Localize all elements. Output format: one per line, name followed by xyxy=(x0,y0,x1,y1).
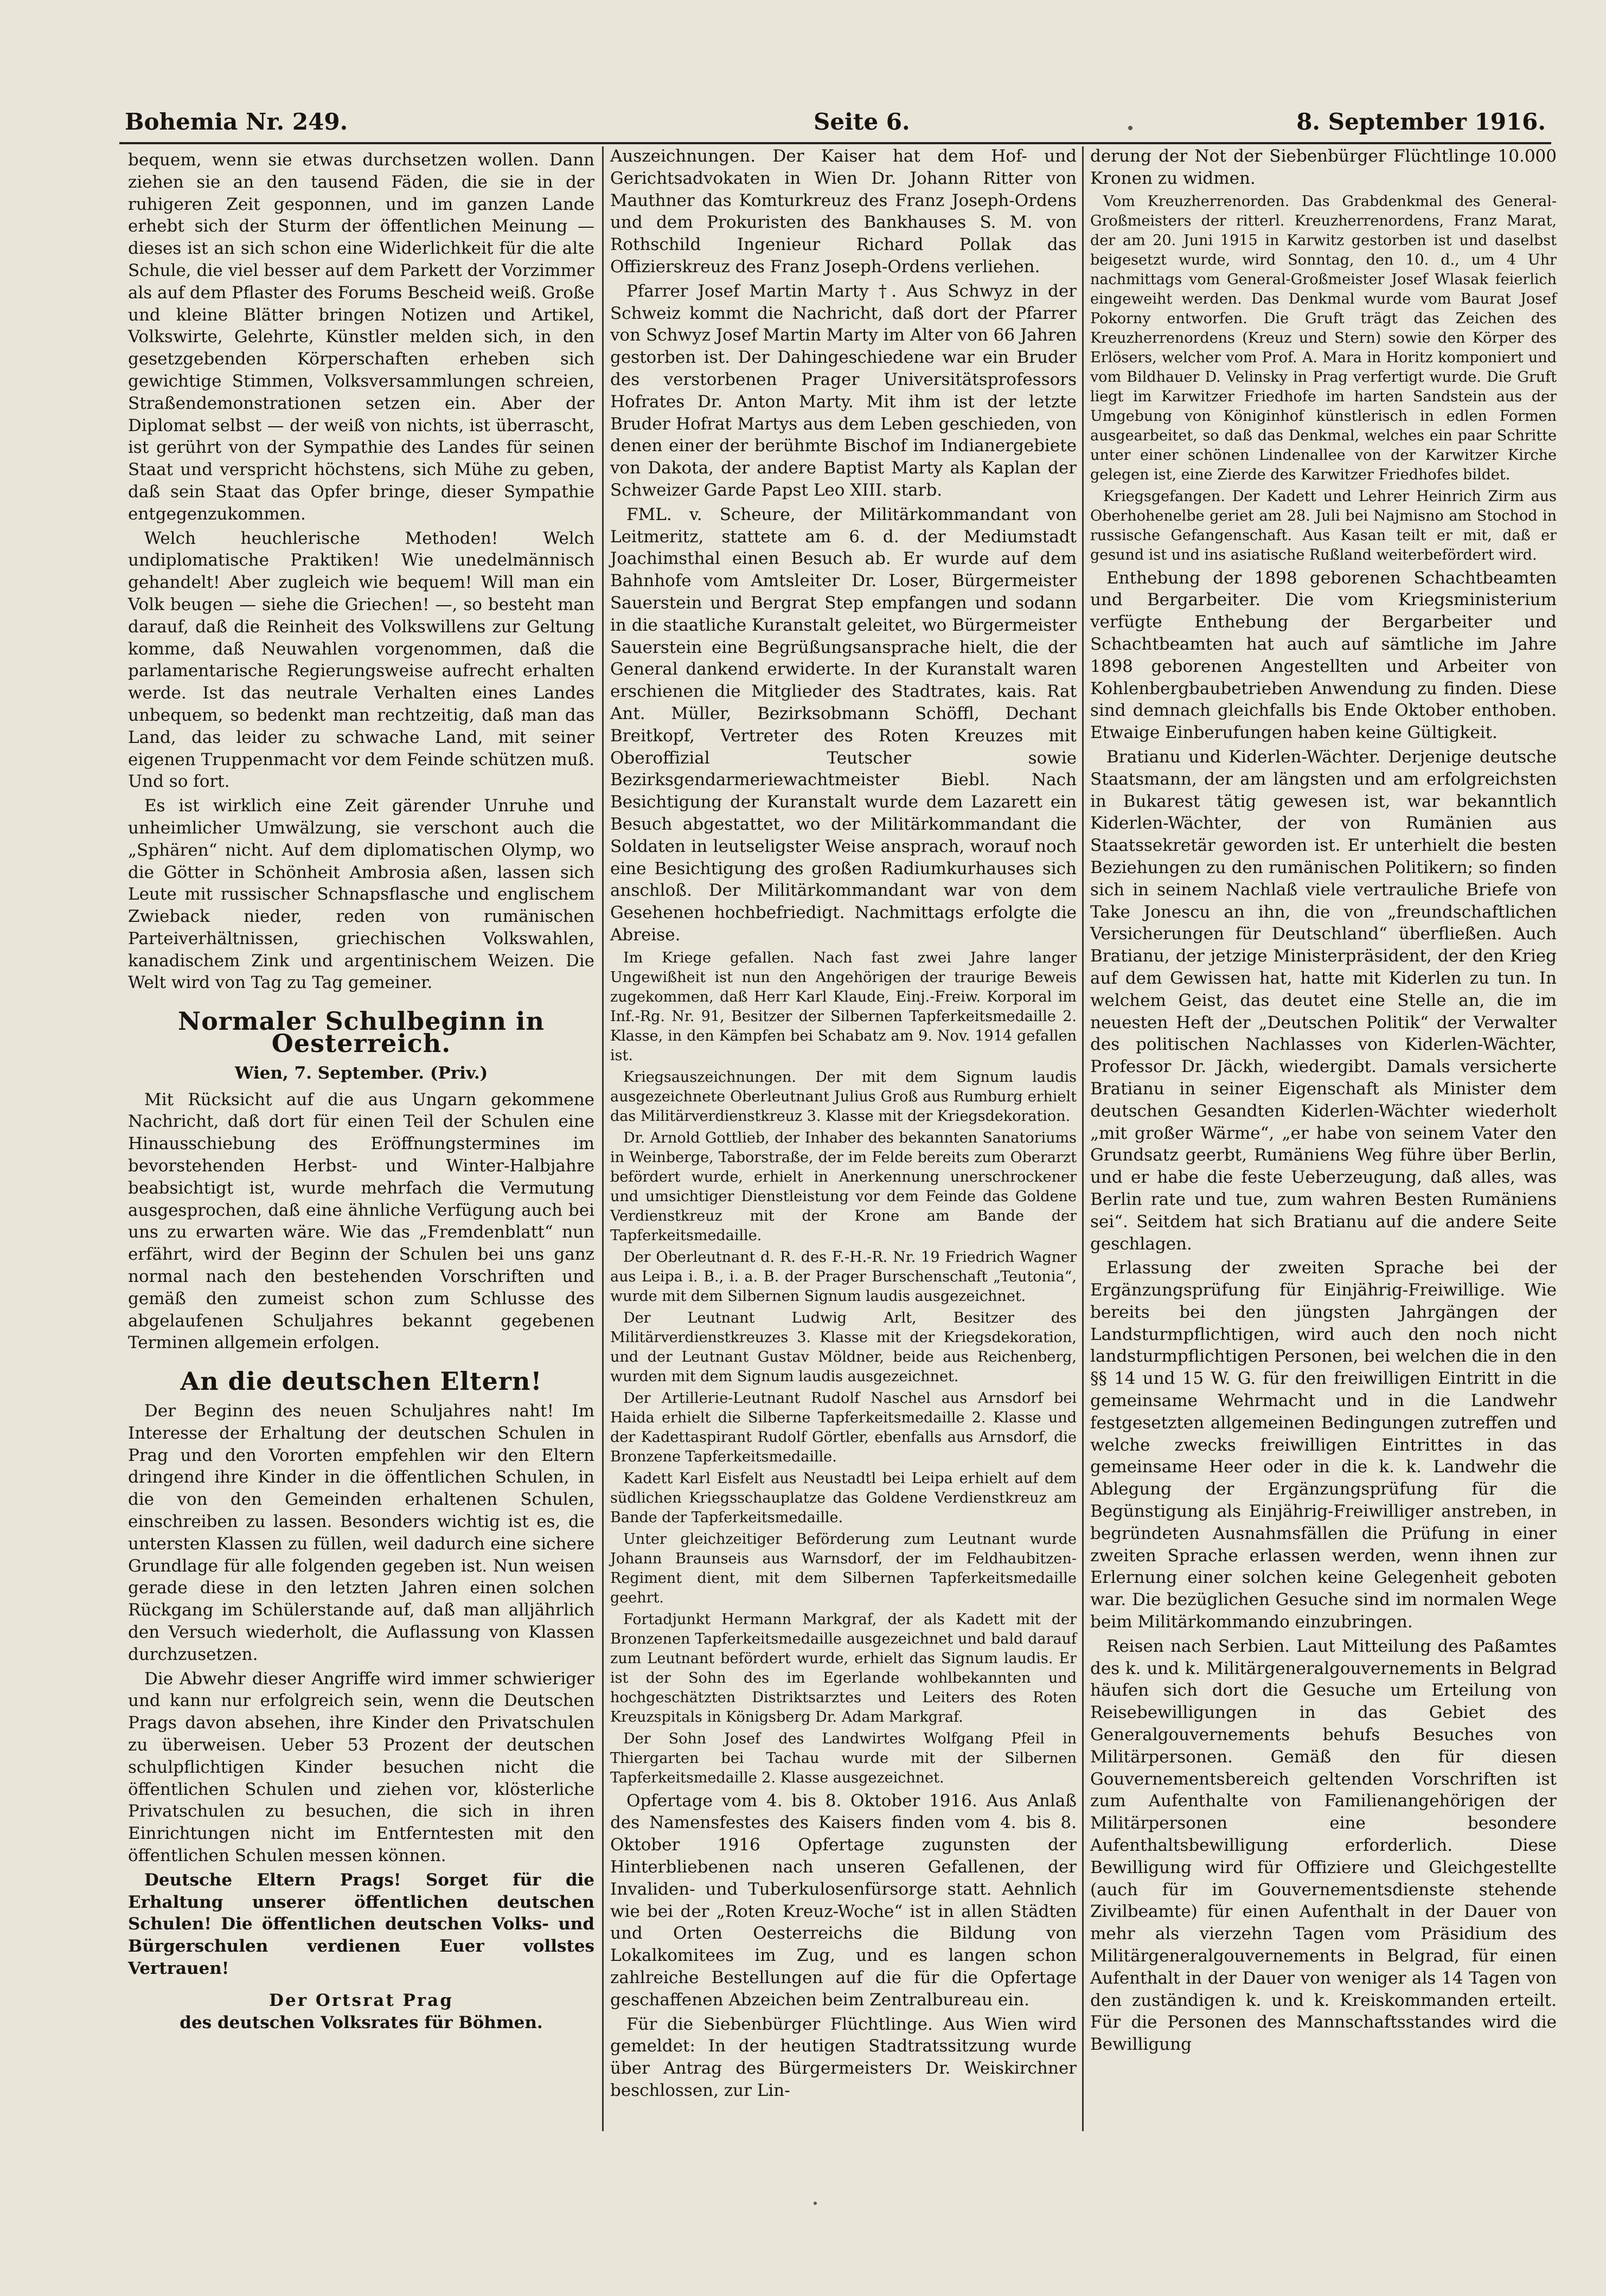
article-opfertage: Opfertage vom 4. bis 8. Oktober 1916. Aus Anlaß des Namensfestes des Kaisers finden vom 4. bis 8. Oktober 1916 Opfertage zugunsten der Hinterbliebenen nach unseren Gefallenen, der Invaliden- und Tuberkulosenfürsorge statt. Aehnlich wie bei der „Roten Kreuz-Woche“ ist in allen Städten und Orten Oesterreichs die Bildung von Lokalkomitees im Zug, und es langen schon zahlreiche Bestellungen auf die für die Opfertage geschaffenen Abzeichen beim Zentralbureau ein. xyxy=(610,1791,1077,2010)
col1-paragraph: Mit Rücksicht auf die aus Ungarn gekommene Nachricht, daß dort für einen Teil der Schulen eine Hinausschiebung des Eröffnungstermines im bevorstehenden Herbst- und Winter-Halbjahre beabsichtigt ist, wurde mehrfach die Vermutung ausgesprochen, daß eine ähnliche Verfügung auch bei uns zu erwarten wäre. Wie das „Fremdenblatt“ nun erfährt, wird der Beginn der Schulen bei uns ganz normal nach den bestehenden Vorschriften und gemäß den zumeist schon zum Schlusse des abgelaufenen Schuljahres bekannt gegebenen Terminen allgemein erfolgen. xyxy=(128,1089,594,1353)
article-continuation: derung der Not der Siebenbürger Flüchtlinge 10.000 Kronen zu widmen. xyxy=(1090,146,1557,188)
article-kriegsauszeichnungen: Kriegsauszeichnungen. Der mit dem Signum laudis ausgezeichnete Oberleutnant Julius Groß aus Rumburg erhielt das Militärverdienstkreuz 3. Klasse mit der Kriegsdekoration. xyxy=(610,1068,1077,1125)
column-3 xyxy=(1090,145,1557,2058)
header-issue: Bohemia Nr. 249. xyxy=(125,108,348,135)
article-enthebung: Enthebung der 1898 geborenen Schachtbeamten und Bergarbeiter. Die vom Kriegsministerium verfügte Enthebung der Bergarbeiter und Schachtbeamten hat auch auf sämtliche im Jahre 1898 geborenen Angestellten und Arbeiter von Kohlenbergbaubetrieben Anwendung zu finden. Diese sind demnach gleichfalls bis Ende Oktober enthoben. Etwaige Einberufungen haben keine Gültigkeit. xyxy=(1090,568,1557,743)
notice: Der Artillerie-Leutnant Rudolf Naschel aus Arnsdorf bei Haida erhielt die Silberne Tapferkeitsmedaille 2. Klasse und der Kadettaspirant Rudolf Görtler, ebenfalls aus Arnsdorf, die Bronzene Tapferkeitsmedaille. xyxy=(610,1389,1077,1465)
ink-speck xyxy=(1128,126,1132,130)
col1-paragraph: Die Abwehr dieser Angriffe wird immer schwieriger und kann nur erfolgreich sein, wenn die Deutschen Prags davon absehen, ihre Kinder den Privatschulen zu überweisen. Ueber 53 Prozent der deutschen schulpflichtigen Kinder besuchen nicht die öffentlichen Schulen und ziehen vor, klösterliche Privatschulen zu besuchen, die sich in ihren Einrichtungen nicht im Entferntesten mit den öffentlichen Schulen messen können. xyxy=(128,1669,594,1865)
header-page-number: Seite 6. xyxy=(814,108,910,135)
col1-paragraph: Welch heuchlerische Methoden! Welch undiplomatische Praktiken! Wie unedelmännisch gehandelt! Aber zugleich wie bequem! Will man ein Volk beugen — siehe die Griechen! —, so besteht man darauf, daß die Reinheit des Volkswillens zur Geltung komme, daß Neuwahlen vorgenommen, daß die parlamentarische Regierungsweise aufrecht erhalten werde. Ist das neutrale Verhalten eines Landes unbequem, so bedenkt man rechtzeitig, daß man das Land, das leider zu schwache Land, mit seiner eigenen Truppenmacht vor dem Feinde schützen muß. Und so fort. xyxy=(128,528,595,792)
small-print-block xyxy=(1090,192,1557,565)
article-sprache: Erlassung der zweiten Sprache bei der Ergänzungsprüfung für Einjährig-Freiwillige. Wie bereits bei den jüngsten Jahrgängen der Landsturmpflichtigen, wird auch den noch nicht landsturmpflichtigen Personen, bei welchen die in den §§ 14 und 15 W. G. für den freiwilligen Eintritt in die gemeinsame Wehrmacht und in die Landwehr festgesetzten allgemeinen Bedingungen zutreffen und welche zwecks freiwilligen Eintrittes in das gemeinsame Heer oder in die k. k. Landwehr die Ablegung der Ergänzungsprüfung für die Begünstigung als Einjährig-Freiwilliger anstreben, in begründeten Ausnahmsfällen die Prüfung in einer zweiten Sprache erlassen werden, wenn ihnen zur Erlernung einer solchen keine Gelegenheit geboten war. Die bezüglichen Gesuche sind im normalen Wege beim Militärkommando einzubringen. xyxy=(1090,1258,1557,1632)
col1-appeal: Deutsche Eltern Prags! Sorget für die Erhaltung unserer öffentlichen deutschen Schulen! Die öffentlichen deutschen Volks- und Bürgerschulen verdienen Euer vollstes Vertrauen! xyxy=(128,1870,594,1978)
article-kriegsgefangen: Kriegsgefangen. Der Kadett und Lehrer Heinrich Zirm aus Oberhohenelbe geriet am 28. Juli bei Najmisno am Stochod in russische Gefangenschaft. Aus Kasan teilt er mit, daß er gesund ist und ins asiatische Rußland weiterbefördert wird. xyxy=(1090,488,1557,563)
col1-paragraph: Es ist wirklich eine Zeit gärender Unruhe und unheimlicher Umwälzung, sie verschont auch die „Sphären“ nicht. Auf dem diplomatischen Olymp, wo die Götter in Schönheit Ambrosia aßen, lassen sich Leute mit russischer Schnapsflasche und englischem Zwieback nieder, reden von rumänischen Parteiverhältnissen, griechischen Volkswahlen, kanadischem Zink und argentinischem Weizen. Die Welt wird von Tag zu Tag gemeiner. xyxy=(128,796,594,993)
article-scheure: FML. v. Scheure, der Militärkommandant von Leitmeritz, stattete am 6. d. der Mediumstadt Joachimsthal einen Besuch ab. Er wurde auf dem Bahnhofe vom Amtsleiter Dr. Loser, Bürgermeister Sauerstein und Bergrat Step empfangen und sodann in die staatliche Kuranstalt geleitet, wo Bürgermeister Sauerstein eine Begrüßungsansprache hielt, die der General dankend erwiderte. In der Kuranstalt waren erschienen die Mitglieder des Stadtrates, kais. Rat Ant. Müller, Bezirksobmann Schöffl, Dechant Breitkopf, Vertreter des Roten Kreuzes mit Oberoffizial Teutscher sowie Bezirksgendarmeriewachtmeister Biebl. Nach Besichtigung der Kuranstalt wurde dem Lazarett ein Besuch abgestattet, wo der Militärkommandant die Soldaten in leutseligster Weise ansprach, worauf noch eine Besichtigung des großen Radiumkurhauses sich anschloß. Der Militärkommandant war von dem Gesehenen hochbefriedigt. Nachmittags erfolgte die Abreise. xyxy=(610,504,1077,945)
notice: Unter gleichzeitiger Beförderung zum Leutnant wurde Johann Braunseis aus Warnsdorf, der im Feldhaubitzen-Regiment dient, mit dem Silbernen Tapferkeitsmedaille geehrt. xyxy=(610,1530,1077,1606)
col1-paragraph: Der Beginn des neuen Schuljahres naht! Im Interesse der Erhaltung der deutschen Schulen in Prag und den Vororten empfehlen wir den Eltern dringend ihre Kinder in die öffentlichen Schulen, in die von den Gemeinden erhaltenen Schulen, einschreiben zu lassen. Besonders wichtig ist es, die untersten Klassen zu füllen, weil dadurch eine sichere Grundlage für alle folgenden gegeben ist. Nun weisen gerade diese in den letzten Jahren einen solchen Rückgang im Schülerstande auf, daß man alljährlich den Versuch wiederholt, die Auflassung von Klassen durchzusetzen. xyxy=(128,1401,594,1664)
notice: Fortadjunkt Hermann Markgraf, der als Kadett mit der Bronzenen Tapferkeitsmedaille ausgezeichnet und bald darauf zum Leutnant befördert wurde, erhielt das Signum laudis. Er ist der Sohn des im Egerlande wohlbekannten und hochgeschätzten Distriktsarztes und Leiters des Roten Kreuzspitals in Königsberg Dr. Adam Markgraf. xyxy=(610,1611,1077,1726)
notice: Der Leutnant Ludwig Arlt, Besitzer des Militärverdienstkreuzes 3. Klasse mit der Kriegsdekoration, und der Leutnant Gustav Möldner, beide aus Reichenberg, wurden mit dem Signum laudis ausgezeichnet. xyxy=(610,1309,1077,1385)
article-bratianu: Bratianu und Kiderlen-Wächter. Derjenige deutsche Staatsmann, der am längsten und am erfolgreichsten in Bukarest tätig gewesen ist, war bekanntlich Kiderlen-Wächter, der von Rumänien aus Staatssekretär geworden ist. Er unterhielt die besten Beziehungen zu den rumänischen Politikern; so finden sich in seinem Nachlaß viele vertrauliche Briefe von Take Jonescu an ihn, die von „freundschaftlichen Versicherungen für Deutschland“ überfließen. Auch Bratianu, der jetzige Ministerpräsident, der den Krieg auf dem Gewissen hat, hatte mit Kiderlen zu tun. In welchem Geist, das deutet eine Stelle an, die im neuesten Heft der „Deutschen Politik“ der Verwalter des politischen Nachlasses von Kiderlen-Wächter, Professor Dr. Jäckh, wiedergibt. Damals versicherte Bratianu in seiner Eigenschaft als Minister dem deutschen Gesandten Kiderlen-Wächter wiederholt „mit großer Wärme“, „er habe von seinem Vater den Grundsatz geerbt, Rumäniens Weg führe über Berlin, und er habe die feste Ueberzeugung, daß alles, was Berlin rate und tue, zum wahren Besten Rumäniens sei“. Seitdem hat sich Bratianu auf die andere Seite geschlagen. xyxy=(1090,747,1557,1254)
column-rule-2 xyxy=(1082,146,1084,2131)
header-date: 8. September 1916. xyxy=(1296,108,1546,135)
notice: Kadett Karl Eisfelt aus Neustadtl bei Leipa erhielt auf dem südlichen Kriegsschauplatze das Goldene Verdienstkreuz am Bande der Tapferkeitsmedaille. xyxy=(610,1470,1077,1526)
small-print-block xyxy=(610,948,1077,1788)
column-rule-1 xyxy=(602,146,604,2131)
dateline: Wien, 7. September. (Priv.) xyxy=(234,1063,488,1083)
notice: Dr. Arnold Gottlieb, der Inhaber des bekannten Sanatoriums in Weinberge, Taborstraße, der im Felde bereits zum Oberarzt befördert wurde, erhielt in Anerkennung unerschrockener und umsichtiger Dienstleistung vor dem Feinde das Goldene Verdienstkreuz mit der Krone am Bande der Tapferkeitsmedaille. xyxy=(610,1129,1077,1244)
column-2 xyxy=(610,145,1077,2104)
article-gefallen: Im Kriege gefallen. Nach fast zwei Jahre langer Ungewißheit ist nun den Angehörigen der traurige Beweis zugekommen, daß Herr Karl Klaude, Einj.-Freiw. Korporal im Inf.-Rg. Nr. 91, Besitzer der Silbernen Tapferkeitsmedaille 2. Klasse, in den Kämpfen bei Schabatz am 9. Nov. 1914 gefallen ist. xyxy=(610,949,1077,1064)
article-marty: Pfarrer Josef Martin Marty †. Aus Schwyz in der Schweiz kommt die Nachricht, daß dort der Pfarrer von Schwyz Josef Martin Marty im Alter von 66 Jahren gestorben ist. Der Dahingeschiedene war ein Bruder des verstorbenen Prager Universitätsprofessors Hofrates Dr. Anton Marty. Mit ihm ist der letzte Bruder Hofrat Martys aus dem Leben geschieden, von denen einer der berühmte Bischof im Indianergebiete von Dakota, der andere Baptist Marty als Kaplan der Schweizer Garde Papst Leo XIII. starb. xyxy=(610,281,1077,500)
article-kreuzherrenorden: Vom Kreuzherrenorden. Das Grabdenkmal des General-Großmeisters der ritterl. Kreuzherrenordens, Franz Marat, der am 20. Juni 1915 in Karwitz gestorben ist und daselbst beigesetzt wurde, wird Sonntag, den 10. d., um 4 Uhr nachmittags vom General-Großmeister Josef Wlasak feierlich eingeweiht werden. Das Denkmal wurde vom Baurat Josef Pokorny entworfen. Die Gruft trägt das Zeichen des Kreuzherrenordens (Kreuz und Stern) sowie den Körper des Erlösers, welcher vom Prof. A. Mara in Horitz komponiert und vom Bildhauer D. Velinsky in Prag verfertigt wurde. Die Gruft liegt im Karwitzer Friedhofe im harten Sandstein aus der Umgebung von Königinhof künstlerisch in edlen Formen ausgearbeitet, so daß das Denkmal, welches ein paar Schritte unter einer schönen Lindenallee von der Karwitzer Kirche gelegen ist, eine Zierde des Karwitzer Friedhofes bildet. xyxy=(1090,193,1557,483)
header-rule xyxy=(119,142,1551,144)
signature-ortsrat: Der Ortsrat Prag xyxy=(269,1990,453,2010)
notice: Der Oberleutnant d. R. des F.-H.-R. Nr. 19 Friedrich Wagner aus Leipa i. B., i. a. B. der Prager Burschenschaft „Teutonia“, wurde mit dem Silbernen Signum laudis ausgezeichnet. xyxy=(610,1248,1077,1305)
article-fluechtlinge: Für die Siebenbürger Flüchtlinge. Aus Wien wird gemeldet: In der heutigen Stadtratssitzung wurde über Antrag des Bürgermeisters Dr. Weiskirchner beschlossen, zur Lin- xyxy=(610,2014,1077,2101)
headline-eltern: An die deutschen Eltern! xyxy=(180,1367,542,1396)
signature-volksrat: des deutschen Volksrates für Böhmen. xyxy=(180,2012,543,2032)
ink-speck xyxy=(814,2202,817,2205)
column-1 xyxy=(128,149,594,2034)
page-header xyxy=(125,98,1546,141)
headline-schulbeginn: Normaler Schulbeginn in Oesterreich. xyxy=(178,1006,545,1059)
col1-paragraph: bequem, wenn sie etwas durchsetzen wollen. Dann ziehen sie an den tausend Fäden, die sie in der ruhigeren Zeit gesponnen, und im ganzen Lande erhebt sich der Sturm der öffentlichen Meinung — dieses ist an sich schon eine Widerlichkeit für die alte Schule, die viel besser auf dem Parkett der Vorzimmer als auf dem Pflaster des Forums Bescheid weiß. Große und kleine Blätter bringen Notizen und Artikel, Volkswirte, Gelehrte, Künstler melden sich, in den gesetzgebenden Körperschaften erheben sich gewichtige Stimmen, Volksversammlungen schreien, Straßendemonstrationen setzen ein. Aber der Diplomat selbst — der weiß von nichts, ist überrascht, ist gerührt von der Sympathie des Landes für seinen Staat und verspricht höchstens, sich Mühe zu geben, daß sein Staat das Opfer bringe, dieser Sympathie entgegenzukommen. xyxy=(128,150,594,524)
article-serbien: Reisen nach Serbien. Laut Mitteilung des Paßamtes des k. und k. Militärgeneralgouvernements in Belgrad häufen sich dort die Gesuche um Erteilung von Reisebewilligungen in das Gebiet des Generalgouvernements behufs Besuches von Militärpersonen. Gemäß den für diesen Gouvernementsbereich geltenden Vorschriften ist zum Aufenthalte von Familienangehörigen der Militärpersonen eine besondere Aufenthaltsbewilligung erforderlich. Diese Bewilligung wird für Offiziere und Gleichgestellte (auch für im Gouvernementsdienste stehende Zivilbeamte) für einen Aufenthalt in der Dauer von mehr als vierzehn Tagen vom Präsidium des Militärgeneralgouvernements in Belgrad, für einen Aufenthalt in der Dauer von weniger als 14 Tagen von den zuständigen k. und k. Kreiskommanden erteilt. Für die Personen des Mannschaftsstandes wird die Bewilligung xyxy=(1090,1636,1557,2055)
article-auszeichnungen: Auszeichnungen. Der Kaiser hat dem Hof- und Gerichtsadvokaten in Wien Dr. Johann Ritter von Mauthner das Komturkreuz des Franz Joseph-Ordens und dem Prokuristen des Bankhauses S. M. von Rothschild Ingenieur Richard Pollak das Offizierskreuz des Franz Joseph-Ordens verliehen. xyxy=(610,146,1077,277)
notice: Der Sohn Josef des Landwirtes Wolfgang Pfeil in Thiergarten bei Tachau wurde mit der Silbernen Tapferkeitsmedaille 2. Klasse ausgezeichnet. xyxy=(610,1730,1077,1786)
